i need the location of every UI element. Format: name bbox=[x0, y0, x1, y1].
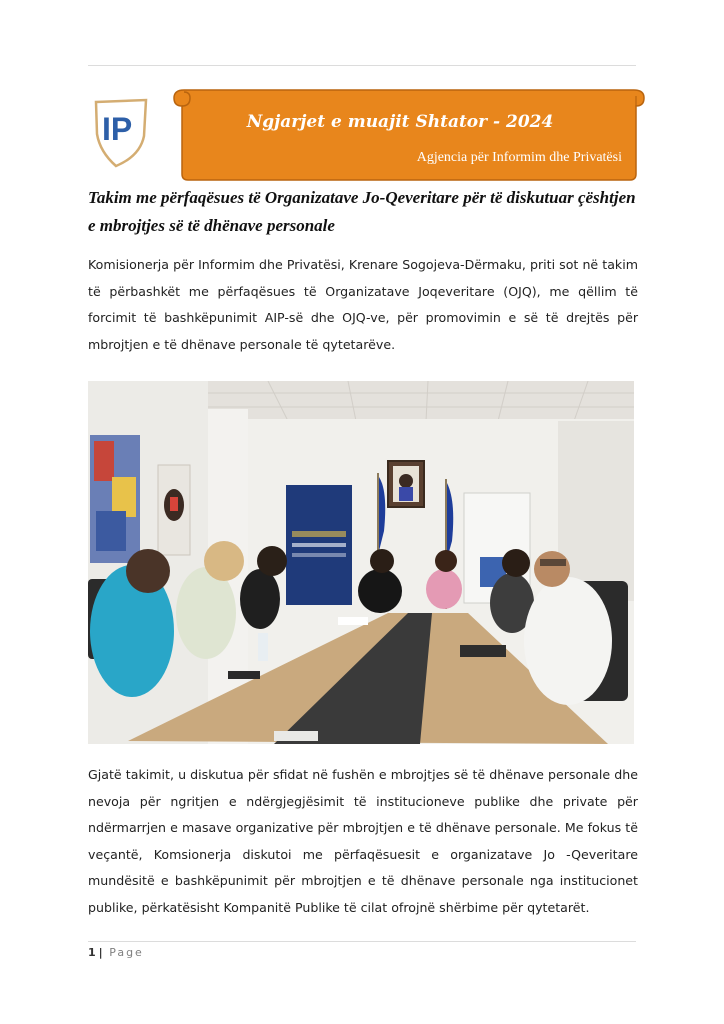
footer-separator: | bbox=[98, 946, 103, 959]
banner-subtitle: Agjencia për Informim dhe Privatësi bbox=[416, 150, 622, 165]
shield-logo-icon bbox=[92, 96, 150, 168]
meeting-photo bbox=[88, 381, 634, 744]
logo-text: IP bbox=[102, 111, 133, 147]
header-rule bbox=[88, 65, 636, 66]
article-paragraph-1: Komisionerja për Informim dhe Privatësi, Krenare Sogojeva-Dërmaku, priti sot në takim të përbashkët me përfaqësues të Organizatave Joqeveritare (OJQ), me qëllim të forcimit të bashkëpunimit AIP-së dhe OJQ-ve, për promovimin e së të drejtës për mbrojtjen e të dhënave personale të qytetarëve. bbox=[88, 257, 638, 352]
article-paragraph-2: Gjatë takimit, u diskutua për sfidat në fushën e mbrojtjes së të dhënave personale dhe nevoja për ngritjen e ndërgjegjësimit të institucioneve publike dhe private për ndërmarrjen e masave organizative për mbrojtjen e të dhënave personale. Me fokus të veçantë, Komsionerja diskutoi me përfaqësuesit e organizatave Jo -Qeveritare mundësitë e bashkëpunimit për mbrojtjen e të dhënave personale nga institucionet publike, përkatësisht Kompanitë Publike të cilat ofrojnë shërbime për qytetarët. bbox=[88, 767, 638, 915]
banner-scroll bbox=[170, 82, 646, 184]
page-number: 1 bbox=[88, 946, 96, 959]
page-footer bbox=[88, 946, 144, 959]
footer-rule bbox=[88, 941, 636, 942]
banner-title: Ngjarjet e muajit Shtator - 2024 bbox=[246, 112, 554, 132]
article-headline: Takim me përfaqësues të Organizatave Jo-Qeveritare për të diskutuar çështjen e mbrojtjes së të dhënave personale bbox=[88, 188, 636, 235]
page-label: Page bbox=[109, 946, 144, 959]
